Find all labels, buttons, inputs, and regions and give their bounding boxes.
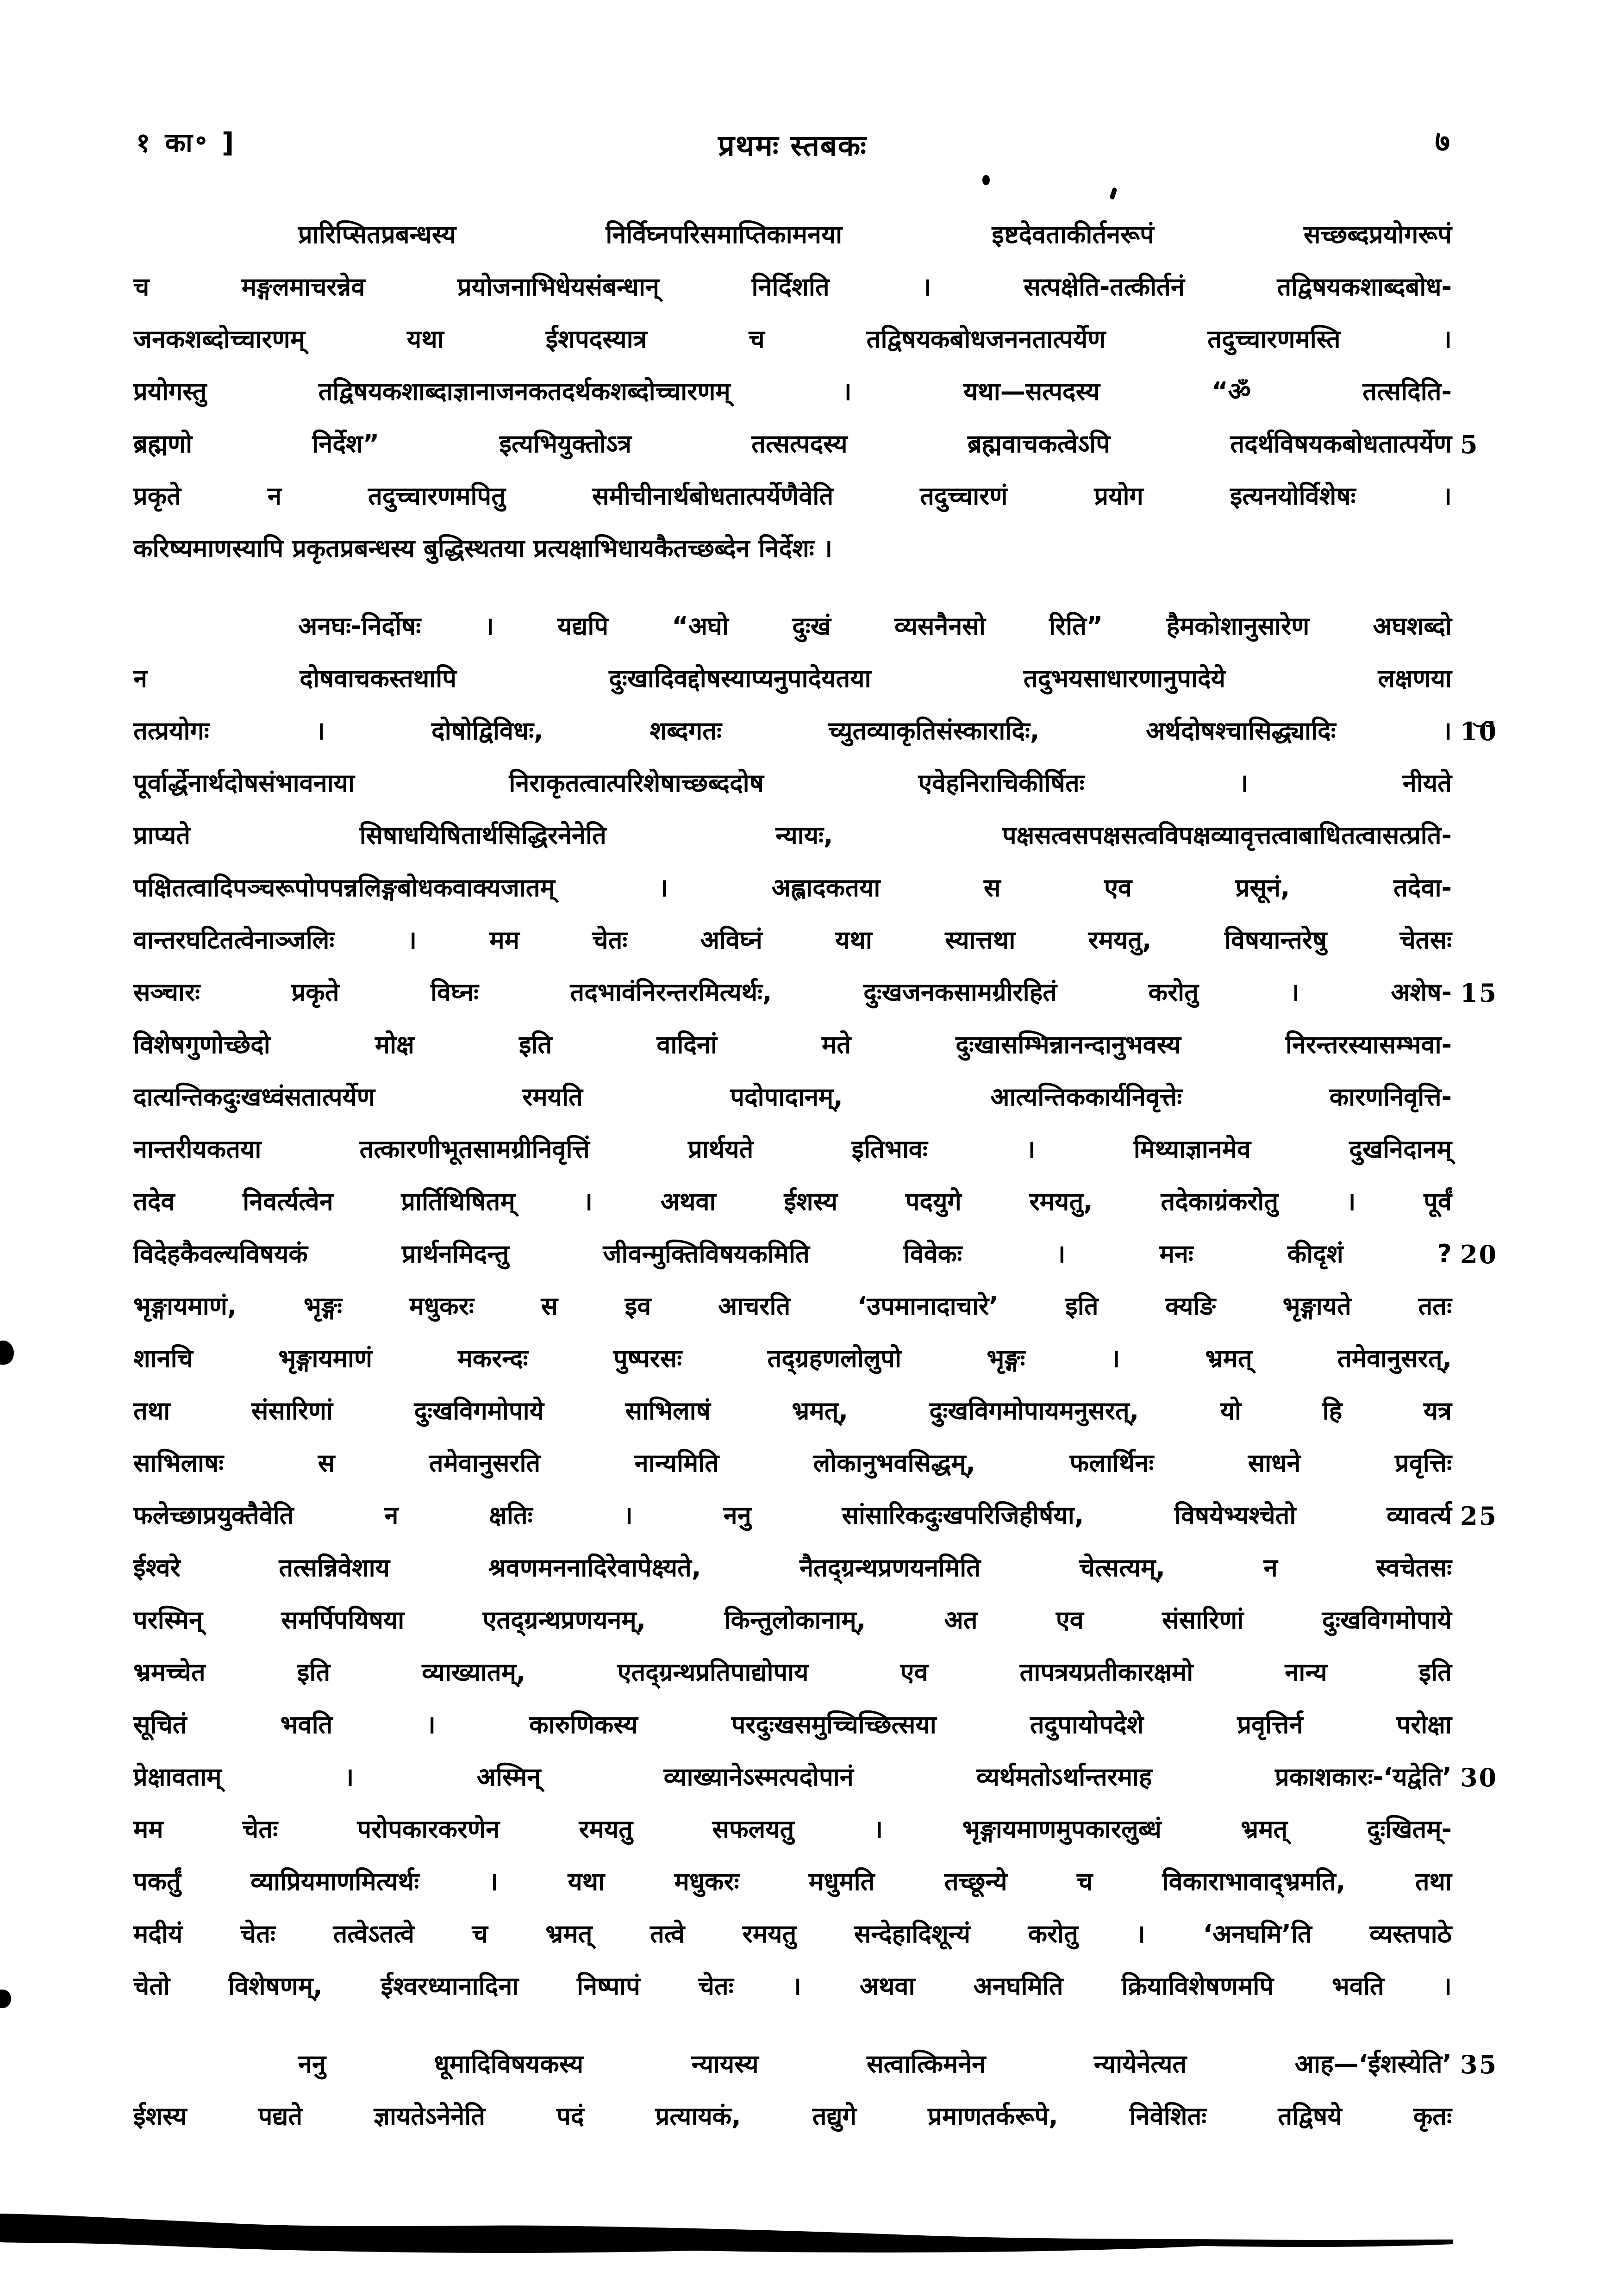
left-edge-blot [0, 1341, 14, 1365]
margin-line-number: 10 [1460, 717, 1498, 746]
text-line-content: नान्तरीयकतया तत्कारणीभूतसामग्रीनिवृत्तिं प्रार्थयते इतिभावः । मिथ्याज्ञानमेव दुखनिदानम् [133, 1135, 1452, 1164]
text-line-content: ईश्वरे तत्सन्निवेशाय श्रवणमननादिरेवापेक्ष्यते, नैतद्ग्रन्थप्रणयनमिति चेत्सत्यम्, न स्वचेतसः [133, 1553, 1452, 1582]
ink-speck [1109, 187, 1118, 200]
text-line-content: भ्रमच्चेत इति व्याख्यातम्, एतद्ग्रन्थप्रतिपाद्योपाय एव तापत्रयप्रतीकारक्षमो नान्य इति [133, 1658, 1452, 1687]
text-line-content: ब्रह्मणो निर्देश” इत्यभियुक्तोऽत्र तत्सत्पदस्य ब्रह्मवाचकत्वेऽपि तदर्थविषयकबोधतात्पर्येण [133, 429, 1452, 458]
left-edge-blot [0, 1990, 11, 2008]
text-line-content: प्रकृते न तदुच्चारणमपितु समीचीनार्थबोधतात्पर्येणैवेति तदुच्चारणं प्रयोग इत्यनयोर्विशेषः । [133, 481, 1452, 511]
text-line-content: विदेहकैवल्यविषयकं प्रार्थनमिदन्तु जीवन्मुक्तिविषयकमिति विवेकः । मनः कीदृशं ? [133, 1239, 1452, 1268]
text-line-content: ईशस्य पद्यते ज्ञायतेऽनेनेति पदं प्रत्यायकं, तद्युगे प्रमाणतर्करूपे, निवेशितः तद्विषये कृतः [133, 2102, 1452, 2131]
margin-line-number: 5 [1460, 430, 1479, 459]
text-line [133, 261, 1452, 313]
text-line [133, 470, 1452, 522]
text-line [133, 365, 1452, 418]
text-line [133, 1385, 1452, 1437]
text-line-content: भृङ्गायमाणं, भृङ्गः मधुकरः स इव आचरति ‘उपमानादाचारे’ इति क्यङि भृङ्गायते ततः [133, 1291, 1452, 1321]
text-line-content: वान्तरघटितत्वेनाञ्जलिः । मम चेतः अविघ्नं यथा स्यात्तथा रमयतु, विषयान्तरेषु चेतसः [133, 925, 1452, 955]
body-text [133, 208, 1498, 2142]
text-line [133, 1646, 1452, 1698]
text-line-content: सञ्चारः प्रकृते विघ्नः तदभावंनिरन्तरमित्यर्थः, दुःखजनकसामग्रीरहितं करोतु । अशेष- [133, 978, 1452, 1007]
text-line [133, 1280, 1452, 1332]
text-line [133, 1855, 1452, 1908]
margin-line-number: 30 [1460, 1763, 1498, 1792]
text-line [133, 809, 1452, 861]
text-line-content: सूचितं भवति । कारुणिकस्य परदुःखसमुच्चिच्छित्सया तदुपायोपदेशे प्रवृत्तिर्न परोक्षा [133, 1710, 1452, 1739]
text-line [133, 652, 1452, 705]
text-line-content: फलेच्छाप्रयुक्तैवेति न क्षतिः । ननु सांसारिकदुःखपरिजिहीर्षया, विषयेभ्यश्चेतो व्यावर्त्य [133, 1501, 1452, 1530]
chapter-marker-text: १ का॰ ] [136, 127, 237, 158]
margin-line-number: 20 [1460, 1240, 1498, 1269]
text-line-content: करिष्यमाणस्यापि प्रकृतप्रबन्धस्य बुद्धिस्थतया प्रत्यक्षाभिधायकैतच्छब्देन निर्देशः । [133, 534, 833, 563]
text-line [133, 600, 1452, 652]
text-line-content: पकर्तुं व्याप्रियमाणमित्यर्थः । यथा मधुकरः मधुमति तच्छून्ये च विकाराभावाद्भ्रमति, तथा [133, 1867, 1452, 1896]
text-line-content: तत्प्रयोगः । दोषोद्विविधः, शब्दगतः च्युतव्याकृतिसंस्कारादिः, अर्थदोषश्चासिद्ध्यादिः । [133, 716, 1452, 745]
ink-speck [982, 175, 990, 185]
text-line-content: पूर्वार्द्धेनार्थदोषसंभावनाया निराकृतत्वात्परिशेषाच्छब्ददोष एवेहनिराचिकीर्षितः । नीयते [133, 768, 1452, 798]
text-line [133, 705, 1498, 757]
text-line [133, 1175, 1452, 1228]
text-line-content: मदीयं चेतः तत्वेऽतत्वे च भ्रमत् तत्वे रमयतु सन्देहादिशून्यं करोतु । ‘अनघमि’ति व्यस्तपाठे [133, 1919, 1452, 1948]
margin-line-number: 35 [1460, 2050, 1498, 2079]
text-line-content: विशेषगुणोच्छेदो मोक्ष इति वादिनां मते दुःखासम्भिन्नानन्दानुभवस्य निरन्तरस्यासम्भवा- [133, 1030, 1452, 1059]
text-line-content: तथा संसारिणां दुःखविगमोपाये साभिलाषं भ्रमत्, दुःखविगमोपायमनुसरत्, यो हि यत्र [133, 1396, 1452, 1425]
text-line [133, 1489, 1498, 1541]
page-title: प्रथमः स्तबकः [718, 129, 867, 162]
text-line [133, 1228, 1498, 1280]
page-number: ७ [1435, 125, 1450, 158]
text-line-content: मम चेतः परोपकारकरणेन रमयतु सफलयतु । भृङ्गायमाणमुपकारलुब्धं भ्रमत् दुःखितम्- [133, 1815, 1452, 1844]
text-line [133, 208, 1452, 261]
text-line-content: प्रेक्षावताम् । अस्मिन् व्याख्यानेऽस्मत्पदोपानं व्यर्थमतोऽर्थान्तरमाह प्रकाशकारः-‘यद्वेति’ [133, 1762, 1452, 1791]
text-line-content: परस्मिन् समर्पिपयिषया एतद्ग्रन्थप्रणयनम्, किन्तुलोकानाम्, अत एव संसारिणां दुःखविगमोपाये [133, 1605, 1452, 1635]
text-line [133, 1751, 1498, 1803]
text-line-content: चेतो विशेषणम्, ईश्वरध्यानादिना निष्पापं चेतः । अथवा अनघमिति क्रियाविशेषणमपि भवति । [133, 1972, 1452, 2001]
text-line [133, 1332, 1452, 1385]
margin-scribble [1472, 720, 1505, 730]
text-line [133, 2038, 1498, 2090]
text-line-content: प्रारिप्सितप्रबन्धस्य निर्विघ्नपरिसमाप्तिकामनया इष्टदेवताकीर्तनरूपं सच्छब्दप्रयोगरूपं [298, 220, 1452, 249]
text-line-content: न दोषवाचकस्तथापि दुःखादिवद्दोषस्याप्यनुपादेयतया तदुभयसाधारणानुपादेये लक्षणया [133, 664, 1452, 693]
text-line [133, 1594, 1452, 1646]
text-line [133, 1541, 1452, 1594]
text-line-content: साभिलाषः स तमेवानुसरति नान्यमिति लोकानुभवसिद्धम्, फलार्थिनः साधने प्रवृत्तिः [133, 1448, 1452, 1478]
text-line [133, 1908, 1452, 1960]
text-line-content: प्रयोगस्तु तद्विषयकशाब्दाज्ञानाजनकतदर्थकशब्दोच्चारणम् । यथा—सत्पदस्य “ॐ तत्सदिति- [133, 377, 1452, 406]
text-line [133, 861, 1452, 914]
text-line-content: च मङ्गलमाचरन्नेव प्रयोजनाभिधेयसंबन्धान् निर्दिशति । सत्पक्षेति-तत्कीर्तनं तद्विषयकशाब्दबोध- [133, 272, 1452, 301]
text-line-content: अनघः-निर्दोषः । यद्यपि “अघो दुःखं व्यसनैनसो रिति” हैमकोशानुसारेण अघशब्दो [298, 611, 1452, 641]
text-line [133, 1123, 1452, 1175]
text-line [133, 418, 1479, 470]
text-line [133, 1960, 1452, 2012]
bottom-scan-shadow-band [0, 2185, 1624, 2271]
paragraph [133, 208, 1479, 574]
text-line-content: तदेव निवर्त्यत्वेन प्रार्तिथिषितम् । अथवा ईशस्य पदयुगे रमयतु, तदेकाग्रंकरोतु । पूर्वं [133, 1187, 1452, 1216]
text-line [133, 522, 1452, 574]
text-line [133, 1071, 1452, 1123]
page-header [133, 115, 1452, 175]
text-line [133, 313, 1452, 365]
text-line-content: दात्यन्तिकदुःखध्वंसतात्पर्येण रमयति पदोपादानम्, आत्यन्तिककार्यनिवृत्तेः कारणनिवृत्ति- [133, 1082, 1452, 1111]
margin-line-number: 25 [1460, 1501, 1498, 1531]
text-line-content: ननु धूमादिविषयकस्य न्यायस्य सत्वात्किमनेन न्यायेनेत्यत आह—‘ईशस्येति’ [298, 2049, 1452, 2078]
text-line [133, 1698, 1452, 1751]
text-line [133, 966, 1498, 1018]
text-line-content: पक्षितत्वादिपञ्चरूपोपपन्नलिङ्गबोधकवाक्यजातम् । अह्लादकतया स एव प्रसूनं, तदेवा- [133, 873, 1452, 902]
text-line [133, 2090, 1452, 2142]
text-line [133, 757, 1452, 809]
margin-line-number: 15 [1460, 978, 1498, 1008]
paragraph [133, 600, 1498, 2012]
paragraph [133, 2038, 1498, 2142]
text-line [133, 1018, 1452, 1071]
text-line [133, 1803, 1452, 1855]
text-line-content: जनकशब्दोच्चारणम् यथा ईशपदस्यात्र च तद्विषयकबोधजननतात्पर्येण तदुच्चारणमस्ति । [133, 324, 1452, 354]
text-line-content: शानचि भृङ्गायमाणं मकरन्दः पुष्परसः तद्ग्रहणलोलुपो भृङ्गः । भ्रमत् तमेवानुसरत्, [133, 1344, 1452, 1373]
text-line [133, 1437, 1452, 1489]
text-line [133, 914, 1452, 966]
text-line-content: प्राप्यते सिषाधयिषितार्थसिद्धिरनेनेति न्यायः, पक्षसत्वसपक्षसत्वविपक्षव्यावृत्तत्वाबाधितत्वासत्प्रति- [133, 821, 1452, 850]
